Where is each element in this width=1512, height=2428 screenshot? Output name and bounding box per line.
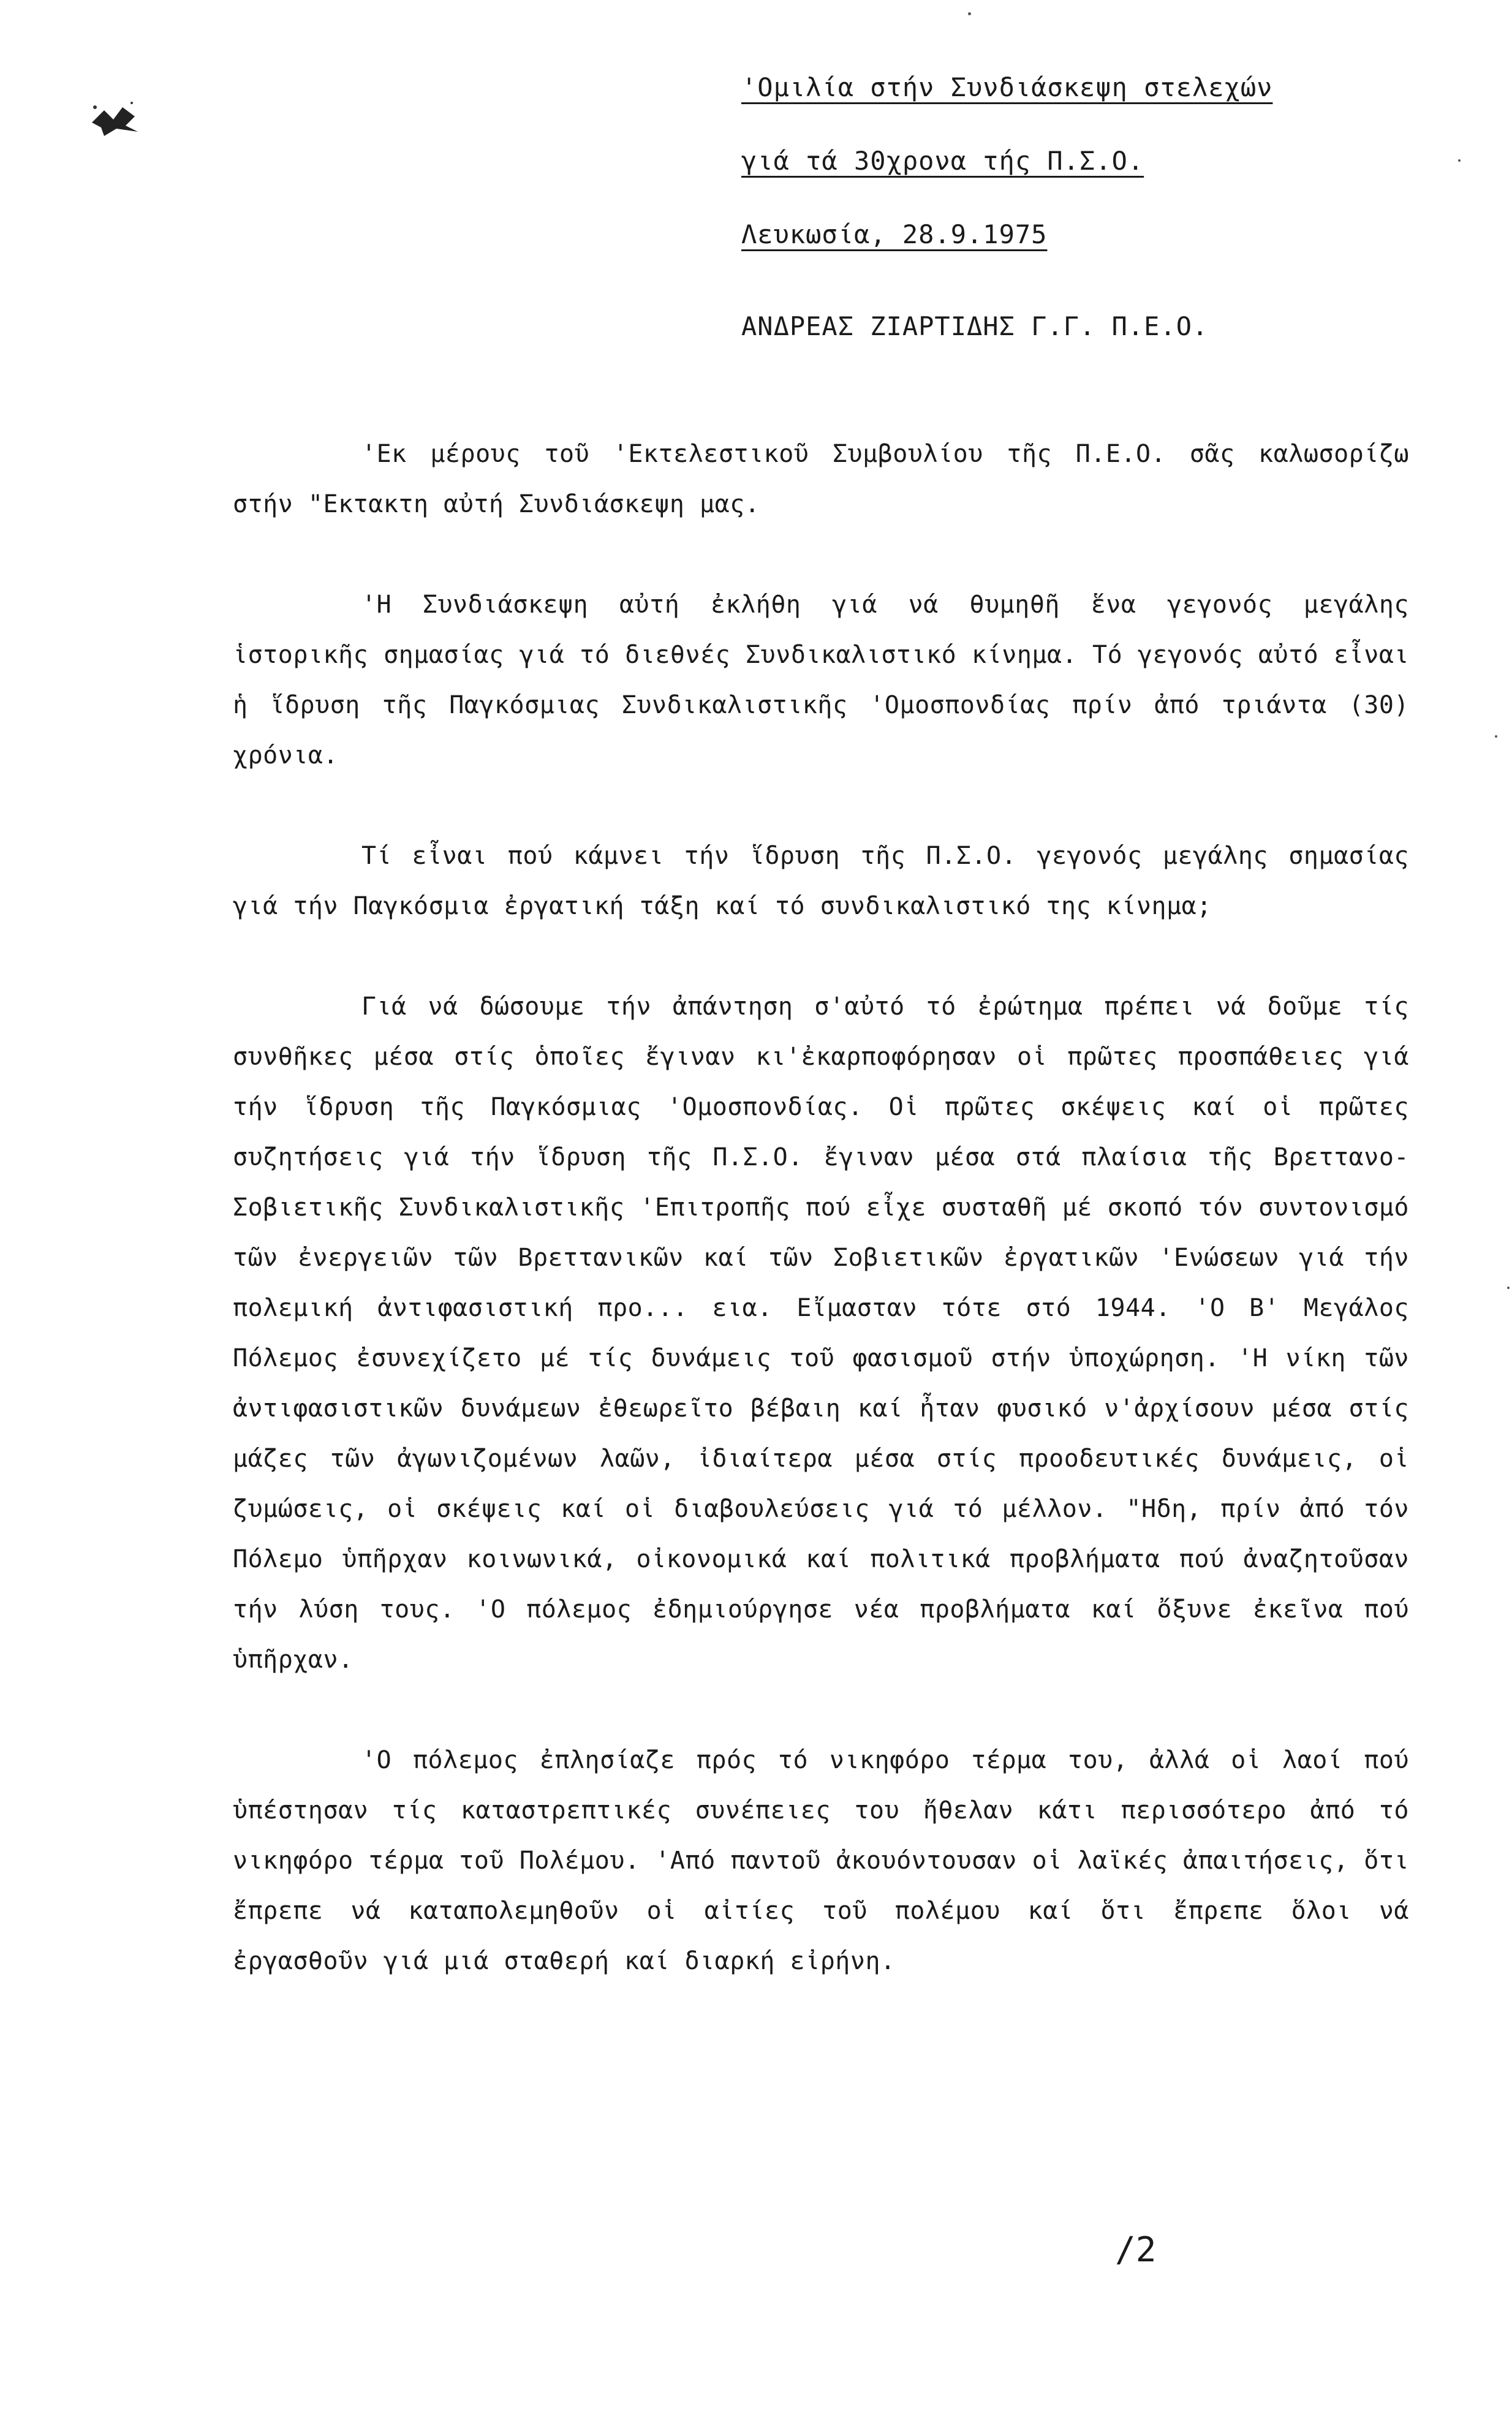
- scan-speck: [1495, 735, 1497, 738]
- paragraph: Γιά νά δώσουμε τήν ἀπάντηση σ'αὐτό τό ἐρώτημα πρέπει νά δοῦμε τίς συνθῆκες μέσα στίς ὁποῖες ἔγιναν κι'ἐκαρποφόρησαν οἱ πρῶτες προσπάθειες γιά τήν ἵδρυση τῆς Παγκόσμιας 'Ομοσπονδίας. Οἱ πρῶτες σκέψεις καί οἱ πρῶτες συζητήσεις γιά τήν ἵδρυση τῆς Π.Σ.Ο. ἔγιναν μέσα στά πλαίσια τῆς Βρεττανο-Σοβιετικῆς Συνδικαλιστικῆς 'Επιτροπῆς πού εἶχε συσταθῆ μέ σκοπό τόν συντονισμό τῶν ἐνεργειῶν τῶν Βρεττανικῶν καί τῶν Σοβιετικῶν ἐργατικῶν 'Ενώσεων γιά τήν πολεμική ἀντιφασιστική προ... εια. Εἴμασταν τότε στό 1944. 'Ο Β' Μεγάλος Πόλεμος ἐσυνεχίζετο μέ τίς δυνάμεις τοῦ φασισμοῦ στήν ὑποχώρηση. 'Η νίκη τῶν ἀντιφασιστικῶν δυνάμεων ἐθεωρεῖτο βέβαιη καί ἦταν φυσικό ν'ἀρχίσουν μέσα στίς μάζες τῶν ἀγωνιζομένων λαῶν, ἰδιαίτερα μέσα στίς προοδευτικές δυνάμεις, οἱ ζυμώσεις, οἱ σκέψεις καί οἱ διαβουλεύσεις γιά τό μέλλον. "Ηδη, πρίν ἀπό τόν Πόλεμο ὑπῆρχαν κοινωνικά, οἰκονομικά καί πολιτικά προβλήματα πού ἀναζητοῦσαν τήν λύση τους. 'Ο πόλεμος ἐδημιούργησε νέα προβλήματα καί ὄξυνε ἐκεῖνα πού ὑπῆρχαν.: [233, 993, 1409, 1674]
- scan-speck: [1458, 159, 1461, 162]
- header-place-date: Λευκωσία, 28.9.1975: [741, 219, 1048, 249]
- header-author: ΑΝΔΡΕΑΣ ΖΙΑΡΤΙΔΗΣ Γ.Γ. Π.Ε.Ο.: [741, 311, 1209, 341]
- scan-speck: [968, 12, 971, 15]
- paragraph: 'Η Συνδιάσκεψη αὐτή ἐκλήθη γιά νά θυμηθῆ ἕνα γεγονός μεγάλης ἱστορικῆς σημασίας γιά τό διεθνές Συνδικαλιστικό κίνημα. Τό γεγονός αὐτό εἶναι ἡ ἵδρυση τῆς Παγκόσμιας Συνδικαλιστικῆς 'Ομοσπονδίας πρίν ἀπό τριάντα (30) χρόνια.: [233, 591, 1409, 770]
- paragraph: Τί εἶναι πού κάμνει τήν ἵδρυση τῆς Π.Σ.Ο. γεγονός μεγάλης σημασίας γιά τήν Παγκόσμια ἐργατική τάξη καί τό συνδικαλιστικό της κίνημα;: [233, 842, 1409, 920]
- paragraph: 'Ο πόλεμος ἐπλησίαζε πρός τό νικηφόρο τέρμα του, ἀλλά οἱ λαοί πού ὑπέστησαν τίς καταστρεπτικές συνέπειες του ἤθελαν κάτι περισσότερο ἀπό τό νικηφόρο τέρμα τοῦ Πολέμου. 'Από παντοῦ ἀκουόντουσαν οἱ λαϊκές ἀπαιτήσεις, ὅτι ἔπρεπε νά καταπολεμηθοῦν οἱ αἰτίες τοῦ πολέμου καί ὅτι ἔπρεπε ὅλοι νά ἐργασθοῦν γιά μιά σταθερή καί διαρκή εἰρήνη.: [233, 1746, 1409, 1975]
- header-title-line: 'Ομιλία στήν Συνδιάσκεψη στελεχών: [741, 72, 1273, 102]
- header-occasion-line: γιά τά 30χρονα τής Π.Σ.Ο.: [741, 146, 1144, 176]
- ink-mark-icon: [86, 98, 141, 141]
- paragraph: 'Εκ μέρους τοῦ 'Εκτελεστικοῦ Συμβουλίου τῆς Π.Ε.Ο. σᾶς καλωσορίζω στήν "Εκτακτη αὐτή Συνδιάσκεψη μας.: [233, 440, 1409, 518]
- scan-speck: [1507, 1287, 1510, 1289]
- page-number: /2: [1115, 2230, 1157, 2270]
- speech-body: [233, 429, 1409, 2037]
